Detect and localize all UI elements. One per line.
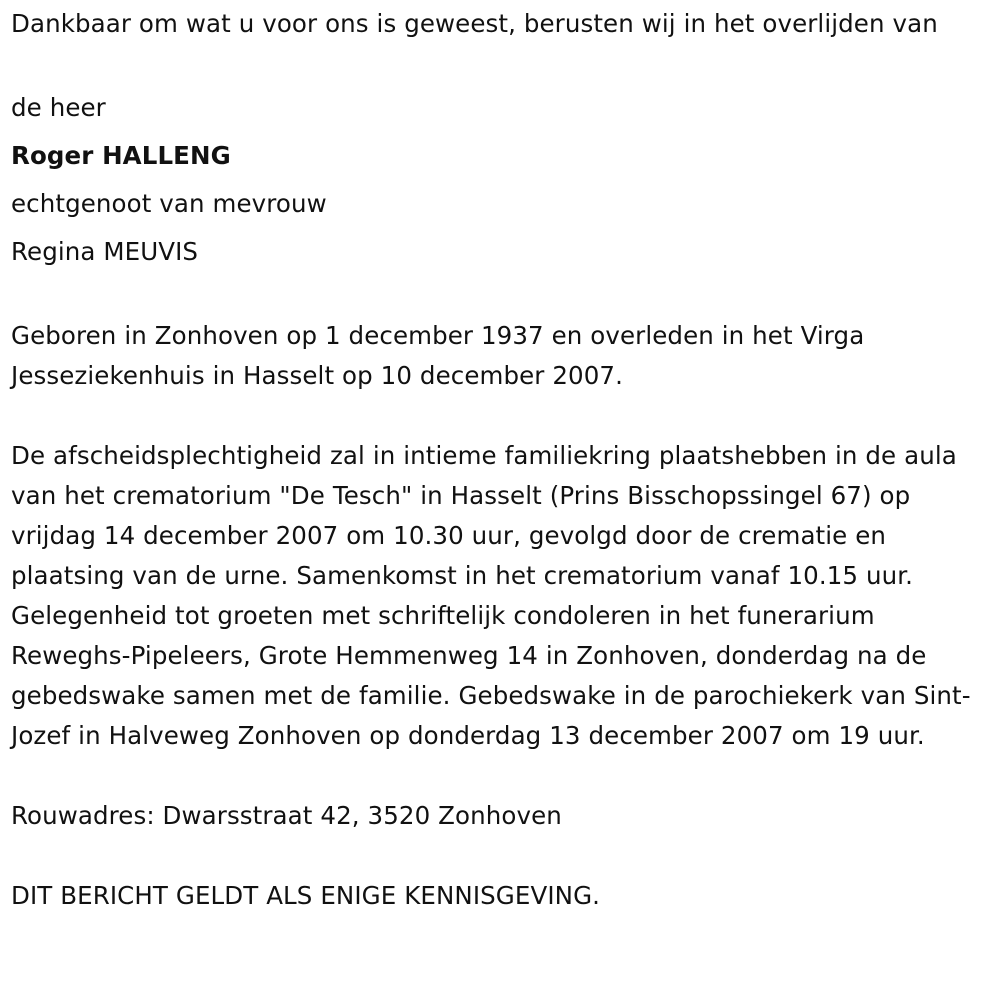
obituary-notice [11,4,986,916]
title-line: de heer [11,93,106,122]
spacer [11,276,986,316]
spacer [11,836,986,876]
birth-death-text: Geboren in Zonhoven op 1 december 1937 en overleden in het Virga Jesseziekenhuis in Hasselt op 10 december 2007. [11,321,865,390]
notice-text: DIT BERICHT GELDT ALS ENIGE KENNISGEVING. [11,881,601,910]
intro-text: Dankbaar om wat u voor ons is geweest, berusten wij in het overlijden van [11,9,938,38]
spouse-name: Regina MEUVIS [11,237,199,266]
deceased-name: Roger HALLENG [11,141,231,170]
ceremony-text: De afscheidsplechtigheid zal in intieme familiekring plaatshebben in de aula van het crematorium "De Tesch" in Hasselt (Prins Bisschopssingel 67) op vrijdag 14 december 2007 om 10.30 uur, gevolgd door de crematie en plaatsing van de urne. Samenkomst in het crematorium vanaf 10.15 uur. Gelegenheid tot groeten met schriftelijk condoleren in het funerarium Reweghs-Pipeleers, Grote Hemmenweg 14 in Zonhoven, donderdag na de gebedswake samen met de familie. Gebedswake in de parochiekerk van Sint-Jozef in Halveweg Zonhoven op donderdag 13 december 2007 om 19 uur. [11,441,971,750]
spouse-label: echtgenoot van mevrouw [11,189,327,218]
spacer [11,396,986,436]
mourning-address: Rouwadres: Dwarsstraat 42, 3520 Zonhoven [11,801,562,830]
spacer [11,756,986,796]
spacer [11,44,986,84]
